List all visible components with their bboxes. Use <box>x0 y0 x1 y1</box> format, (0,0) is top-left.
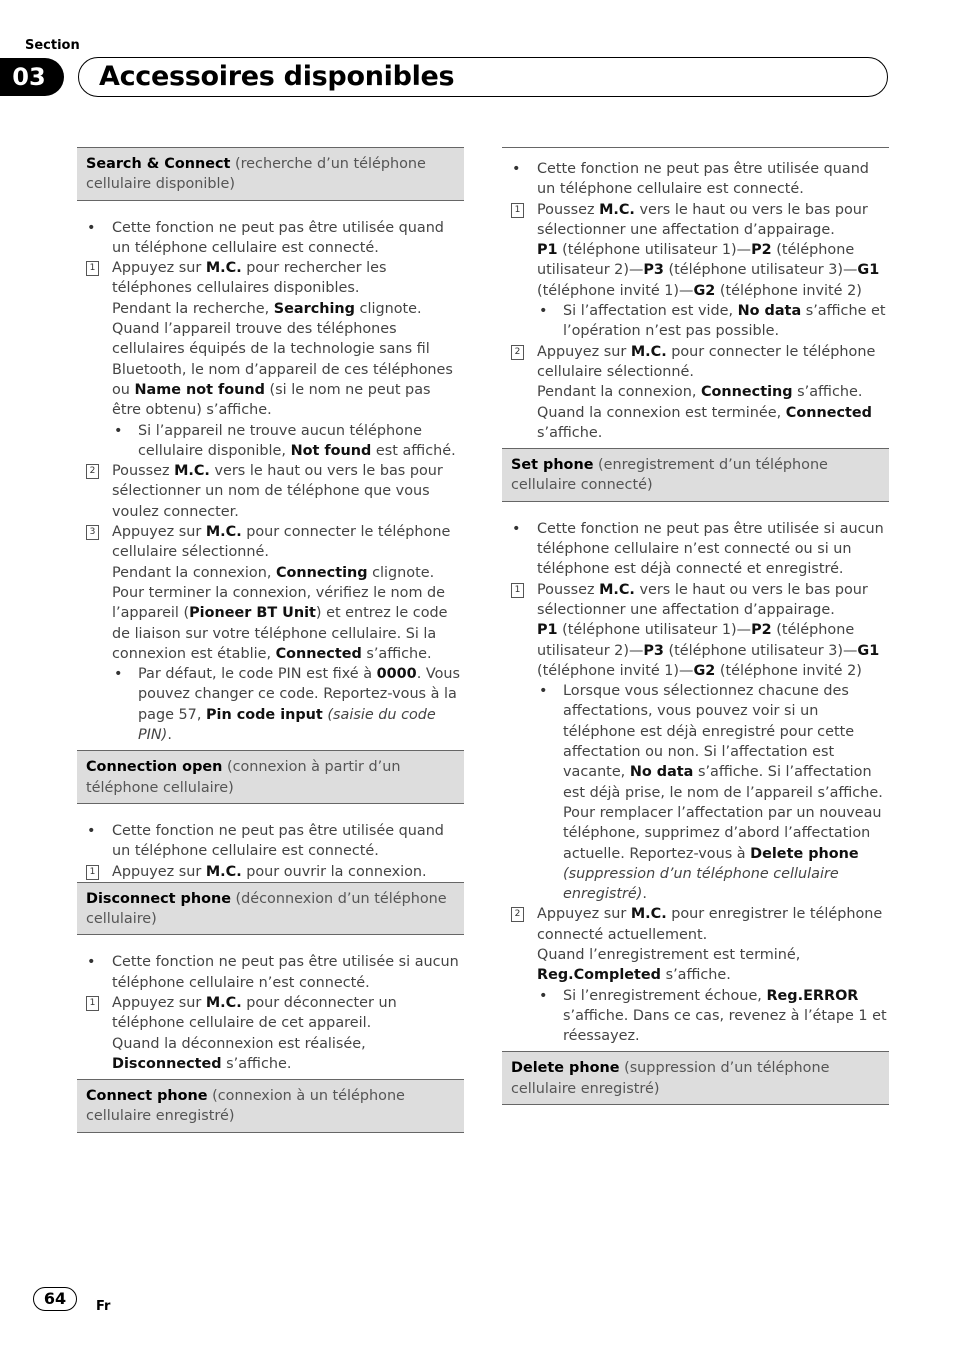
sub-text: Si l’appareil ne trouve aucun téléphone cellulaire disponible, <box>138 422 422 459</box>
detail-text: ) et entrez le code de liaison sur votre téléphone cellulaire. Si la connexion est établie, <box>112 605 448 662</box>
assign-label: P3 <box>643 262 664 279</box>
assign-text: (téléphone invité 2) <box>715 662 862 679</box>
step-text: Poussez <box>537 201 600 218</box>
step-text: pour ouvrir la connexion. <box>241 863 427 880</box>
assign-text: (téléphone utilisateur 1)— <box>557 242 752 259</box>
display-label: Connected <box>785 404 872 421</box>
detail-text: Pendant la connexion, <box>112 564 276 581</box>
sub-text: s’affiche. Si l’affectation est déjà prise, le nom de l’appareil s’affiche. Pour remplacer l’affectation par un nouveau téléphone, supprimez d’abord l’affectation actuelle. Reportez-vous à <box>563 764 883 862</box>
mc-label: M.C. <box>174 463 210 480</box>
header-title: Search & Connect <box>86 156 231 172</box>
right-column <box>502 147 889 1122</box>
step-text: pour déconnecter un téléphone cellulaire de cet appareil. <box>112 994 397 1032</box>
mc-label: M.C. <box>630 343 667 360</box>
step-number-icon: 1 <box>86 996 99 1011</box>
step-item <box>502 904 889 945</box>
sub-text: . <box>167 727 172 744</box>
step-text: pour connecter le téléphone cellulaire sélectionné. <box>112 524 451 561</box>
step-text: Appuyez sur <box>537 343 631 360</box>
step-detail <box>77 299 464 421</box>
detail-text: Quand l’enregistrement est terminé, <box>537 946 801 963</box>
section-header-set-phone <box>502 448 889 502</box>
assign-text: (téléphone utilisateur 2)— <box>537 242 855 279</box>
assign-label: G2 <box>693 282 716 299</box>
step-text: Appuyez sur <box>112 524 206 541</box>
section-number-badge: 03 <box>0 58 64 96</box>
display-label: No data <box>629 764 694 781</box>
assign-text: (téléphone invité 1)— <box>537 662 694 679</box>
section-header-search <box>77 147 464 201</box>
assign-text: (téléphone invité 2) <box>715 282 862 299</box>
step-text: Appuyez sur <box>112 260 206 277</box>
bullet-item: • Cette fonction ne peut pas être utilisée si aucun téléphone cellulaire n’est connecté ou si un téléphone est déjà connecté et enregistré. <box>502 519 889 580</box>
display-label: Connecting <box>700 384 793 401</box>
step-text: Appuyez sur <box>537 906 631 923</box>
header-title: Set phone <box>511 457 594 474</box>
assign-label: P2 <box>751 622 772 639</box>
cross-reference: Pin code input <box>205 706 323 723</box>
mc-label: M.C. <box>205 260 242 277</box>
section-header-connection-open <box>77 750 464 804</box>
step-number-icon: 1 <box>86 865 99 880</box>
step-item <box>77 522 464 563</box>
sub-bullet <box>77 664 464 745</box>
detail-text: Quand la déconnexion est réalisée, <box>112 1035 366 1052</box>
detail-text: Pendant la connexion, <box>537 384 701 401</box>
header-subtitle: (recherche d’un téléphone cellulaire disponible) <box>86 156 426 193</box>
sub-text: . <box>642 886 647 903</box>
header-subtitle: (connexion à partir d’un téléphone cellulaire) <box>86 759 401 796</box>
left-column <box>77 147 464 1150</box>
step-number-icon: 2 <box>511 907 524 922</box>
step-number-icon: 3 <box>86 525 99 540</box>
assign-text: (téléphone utilisateur 3)— <box>663 642 858 659</box>
step-number-icon: 1 <box>511 203 524 218</box>
step-text: Poussez <box>537 581 600 598</box>
bullet-item: • Cette fonction ne peut pas être utilisée quand un téléphone cellulaire est connecté. <box>77 821 464 862</box>
detail-text: s’affiche. <box>361 645 432 662</box>
bullet-item: • Cette fonction ne peut pas être utilisée quand un téléphone cellulaire est connecté. <box>77 218 464 259</box>
assign-text: (téléphone utilisateur 3)— <box>663 262 858 279</box>
sub-text: s’affiche. Dans ce cas, revenez à l’étape 1 et réessayez. <box>563 1007 887 1045</box>
mc-label: M.C. <box>205 994 242 1011</box>
detail-text: s’affiche. <box>221 1055 292 1072</box>
display-label: Connected <box>275 645 362 662</box>
assignment-list <box>502 620 889 681</box>
sub-bullet <box>502 301 889 342</box>
sub-text: Si l’enregistrement échoue, <box>563 987 767 1004</box>
section-header-delete-phone <box>502 1051 889 1105</box>
header-title: Delete phone <box>511 1060 620 1077</box>
section-header-disconnect <box>77 882 464 936</box>
step-text: vers le haut ou vers le bas pour sélectionner une affectation d’appairage. <box>537 201 868 238</box>
bullet-item: • Cette fonction ne peut pas être utilisée quand un téléphone cellulaire est connecté. <box>502 159 889 200</box>
title-box <box>78 57 888 97</box>
mc-label: M.C. <box>599 201 635 218</box>
page-number: 64 <box>33 1287 77 1311</box>
sub-text: . Vous pouvez changer ce code. Reportez-vous à la page 57, <box>138 666 460 723</box>
header-subtitle: (enregistrement d’un téléphone cellulaire connecté) <box>511 457 828 494</box>
step-item <box>77 461 464 522</box>
header-subtitle: (connexion à un téléphone cellulaire enregistré) <box>86 1088 405 1125</box>
step-item <box>502 200 889 241</box>
sub-text: Si l’affectation est vide, <box>563 303 738 320</box>
column-top-rule <box>502 147 889 148</box>
header-title: Connect phone <box>86 1088 208 1105</box>
step-detail <box>77 563 464 664</box>
step-text: Appuyez sur <box>112 863 206 880</box>
sub-text: s’affiche et l’opération n’est pas possible. <box>563 303 886 340</box>
display-label: Name not found <box>134 381 265 398</box>
detail-text: Pendant la recherche, <box>112 300 274 317</box>
step-number-icon: 1 <box>86 261 99 276</box>
detail-text: s’affiche. <box>537 424 603 441</box>
display-label: Connecting <box>275 564 368 581</box>
step-text: Appuyez sur <box>112 994 206 1011</box>
display-label: Pioneer BT Unit <box>189 605 316 622</box>
sub-text: Par défaut, le code PIN est fixé à <box>138 666 377 683</box>
step-text: vers le haut ou vers le bas pour sélectionner un nom de téléphone que vous voulez connecter. <box>112 463 443 520</box>
assign-text: (téléphone invité 1)— <box>537 282 694 299</box>
section-label: Section <box>25 38 80 53</box>
sub-text: est affiché. <box>371 442 456 459</box>
header-title: Connection open <box>86 759 223 776</box>
display-label: Searching <box>273 300 355 317</box>
step-item <box>502 342 889 383</box>
cross-reference-italic: (suppression d’un téléphone cellulaire enregistré) <box>563 865 839 903</box>
assign-label: G1 <box>857 642 880 659</box>
step-text: Poussez <box>112 463 175 480</box>
section-header-connect-phone <box>77 1079 464 1133</box>
language-label: Fr <box>96 1299 111 1314</box>
assign-label: P1 <box>537 242 558 259</box>
step-item <box>502 580 889 621</box>
display-label: 0000 <box>376 666 417 683</box>
page-title: Accessoires disponibles <box>99 61 455 92</box>
display-label: Reg.ERROR <box>766 987 859 1004</box>
step-number-icon: 1 <box>511 583 524 598</box>
mc-label: M.C. <box>599 581 635 598</box>
header-subtitle: (suppression d’un téléphone cellulaire enregistré) <box>511 1060 830 1097</box>
assign-text: (téléphone utilisateur 2)— <box>537 622 855 659</box>
header-title: Disconnect phone <box>86 890 231 907</box>
display-label: No data <box>737 303 802 320</box>
display-label: Reg.Completed <box>537 967 661 984</box>
mc-label: M.C. <box>630 906 667 923</box>
display-label: Not found <box>290 442 372 459</box>
step-text: pour enregistrer le téléphone connecté actuellement. <box>537 906 883 943</box>
cross-reference: Delete phone <box>750 845 859 862</box>
step-number-icon: 2 <box>86 464 99 479</box>
assign-label: P2 <box>751 242 772 259</box>
display-label: Disconnected <box>112 1055 222 1072</box>
detail-text: (si le nom ne peut pas être obtenu) s’affiche. <box>112 381 431 419</box>
bullet-item: • Cette fonction ne peut pas être utilisée si aucun téléphone cellulaire n’est connecté. <box>77 952 464 993</box>
sub-bullet <box>77 421 464 462</box>
assign-label: G1 <box>857 262 880 279</box>
detail-text: clignote. Quand l’appareil trouve des téléphones cellulaires équipés de la technologie sans fil Bluetooth, le nom d’appareil de ces téléphones ou <box>112 300 453 398</box>
cross-reference-italic: (saisie du code PIN) <box>138 706 436 744</box>
step-item <box>77 862 464 882</box>
detail-text: clignote. Pour terminer la connexion, vérifiez le nom de l’appareil ( <box>112 564 446 622</box>
header-subtitle: (déconnexion d’un téléphone cellulaire) <box>86 890 447 928</box>
detail-text: s’affiche. Quand la connexion est terminée, <box>537 384 863 421</box>
assign-text: (téléphone utilisateur 1)— <box>557 622 752 639</box>
step-detail <box>502 945 889 986</box>
step-detail <box>77 1034 464 1075</box>
mc-label: M.C. <box>205 863 242 880</box>
mc-label: M.C. <box>205 524 242 541</box>
step-text: pour rechercher les téléphones cellulaires disponibles. <box>112 260 387 297</box>
assignment-list <box>502 240 889 301</box>
sub-bullet <box>502 986 889 1047</box>
step-item <box>77 258 464 299</box>
assign-label: P1 <box>537 622 558 639</box>
step-text: vers le haut ou vers le bas pour sélectionner une affectation d’appairage. <box>537 581 868 618</box>
assign-label: G2 <box>693 662 716 679</box>
sub-text: Lorsque vous sélectionnez chacune des affectations, vous pouvez voir si un téléphone est déjà enregistré pour cette affectation ou non. Si l’affectation est vacante, <box>563 683 855 781</box>
step-item <box>77 993 464 1034</box>
detail-text: s’affiche. <box>661 967 731 984</box>
sub-bullet <box>502 681 889 904</box>
assign-label: P3 <box>643 642 664 659</box>
step-detail <box>502 382 889 443</box>
step-number-icon: 2 <box>511 345 524 360</box>
step-text: pour connecter le téléphone cellulaire sélectionné. <box>537 343 876 380</box>
